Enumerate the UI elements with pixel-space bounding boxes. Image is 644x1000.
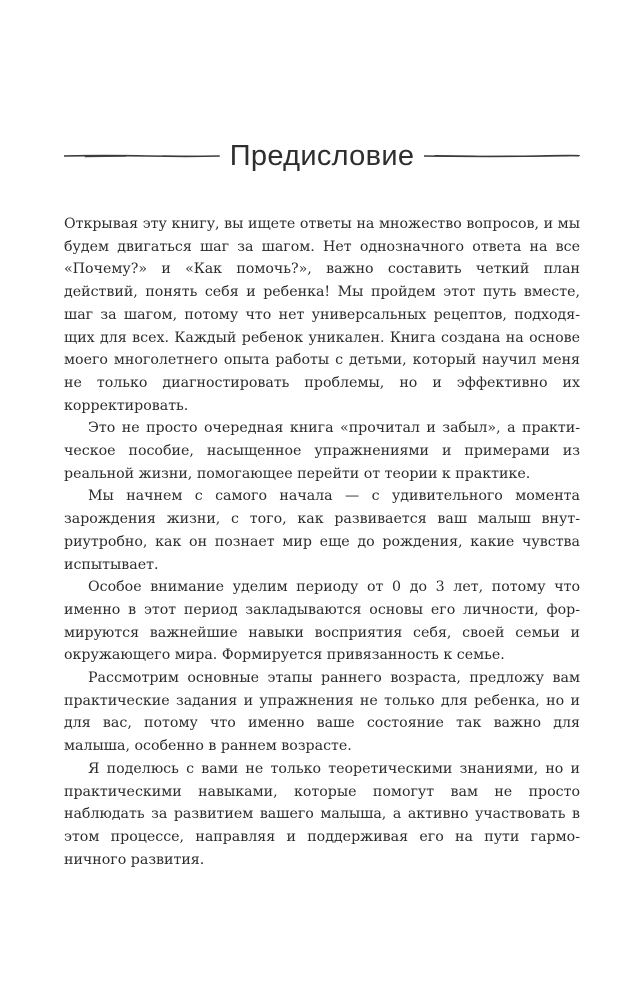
paragraph-4: Особое внимание уделим периоду от 0 до 3 лет, потому что именно в этот период закладываются основы его личности, формируются важнейшие навыки восприятия себя, своей семьи и окружающего мира. Формируется привязанность к семье. <box>64 579 580 664</box>
paragraph-1: Открывая эту книгу, вы ищете ответы на множество вопросов, и мы будем двигаться шаг за шагом. Нет однозначного ответа на все «Почему?» и «Как помочь?», важно составить четкий план действий, понять себя и ребенка! Мы пройдем этот путь вместе, шаг за шагом, потому что нет универсальных рецептов, подходящих для всех. Каждый ребенок уникален. Книга создана на основе моего многолетнего опыта работы с детьми, который научил меня не только диагностировать проблемы, но и эффективно их корректировать. <box>64 216 580 414</box>
chapter-title: Предисловие <box>229 139 415 172</box>
paragraph-5: Рассмотрим основные этапы раннего возраста, предложу вам практические задания и упражнения не только для ребенка, но и для вас, потому что именно ваше состояние так важно для малыша, особенно в раннем возрасте. <box>64 670 580 755</box>
paragraph-3: Мы начнем с самого начала — с удивительного момента зарождения жизни, с того, как развивается ваш малыш внутриутробно, как он познает мир еще до рождения, какие чувства испытывает. <box>64 488 580 573</box>
paragraph-2: Это не просто очередная книга «прочитал и забыл», а практическое пособие, насыщенное упражнениями и примерами из реальной жизни, помогающее перейти от теории к практике. <box>64 420 580 482</box>
left-ornament-rule <box>64 151 220 161</box>
right-ornament-rule <box>424 151 580 161</box>
chapter-heading <box>64 136 580 176</box>
preface-body <box>64 213 580 871</box>
paragraph-6: Я поделюсь с вами не только теоретическими знаниями, но и практическими навыками, которые помогут вам не просто наблюдать за развитием вашего малыша, а активно участвовать в этом процессе, направляя и поддерживая его на пути гармоничного развития. <box>64 760 580 868</box>
